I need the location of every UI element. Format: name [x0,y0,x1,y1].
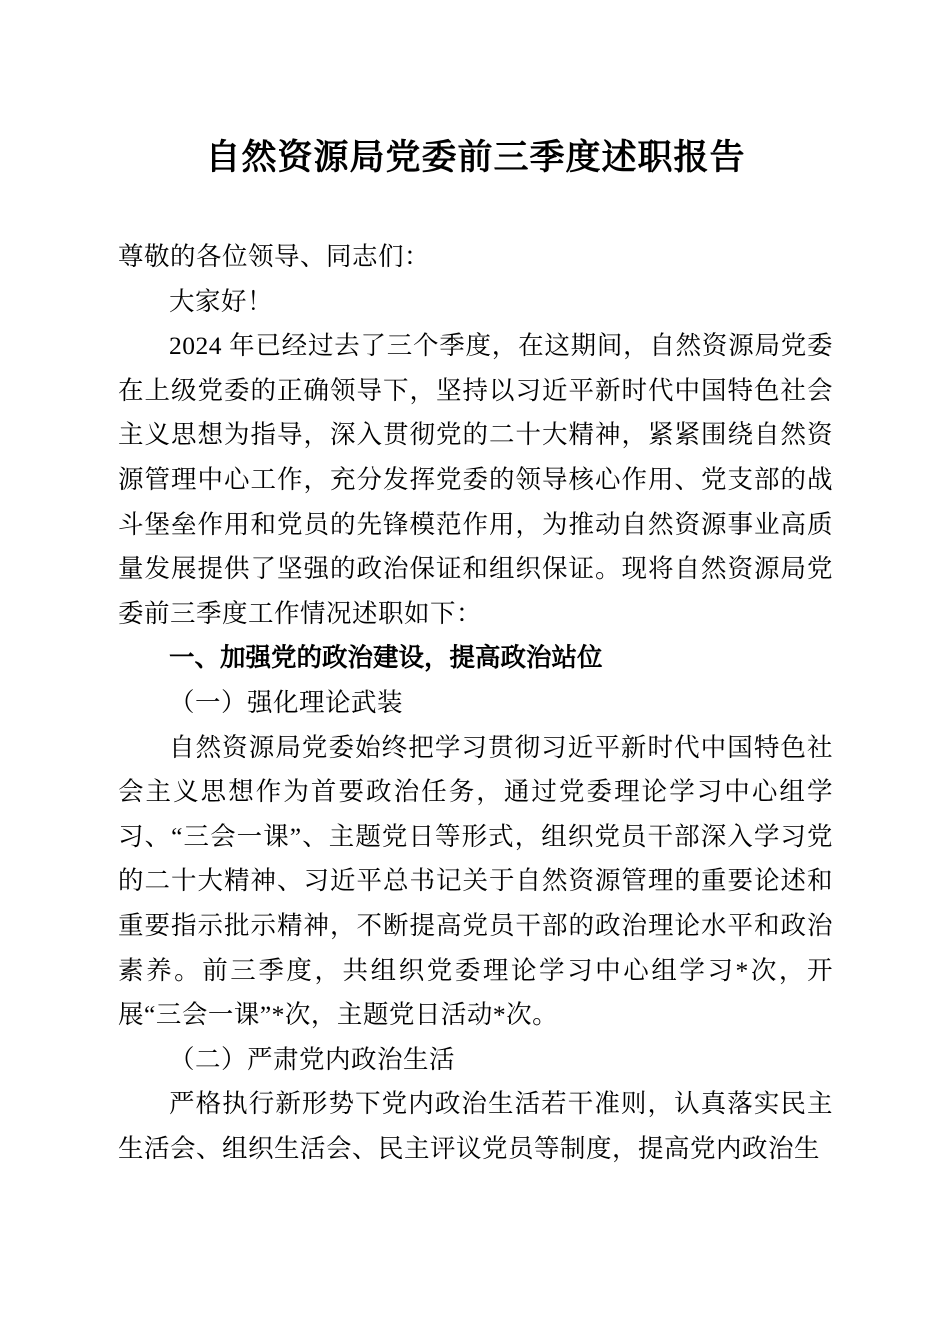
document-title: 自然资源局党委前三季度述职报告 [205,138,746,177]
sub-heading-1-2: （二）严肃党内政治生活 [169,1044,456,1074]
body-paragraph-political-life: 严格执行新形势下党内政治生活若干准则，认真落实民主生活会、组织生活会、民主评议党员等制度，提高党内政治生 [118,1089,833,1163]
greeting-line: 大家好！ [169,286,274,316]
body-paragraph-theory: 自然资源局党委始终把学习贯彻习近平新时代中国特色社会主义思想作为首要政治任务，通过党委理论学习中心组学习、“三会一课”、主题党日等形式，组织党员干部深入学习党的二十大精神、习近平总书记关于自然资源管理的重要论述和重要指示批示精神，不断提高党员干部的政治理论水平和政治素养。前三季度，共组织党委理论学习中心组学习*次，开展“三会一课”*次，主题党日活动*次。 [118,732,833,1030]
intro-paragraph: 2024 年已经过去了三个季度，在这期间，自然资源局党委在上级党委的正确领导下，坚持以习近平新时代中国特色社会主义思想为指导，深入贯彻党的二十大精神，紧紧围绕自然资源管理中心工作，充分发挥党委的领导核心作用、党支部的战斗堡垒作用和党员的先锋模范作用，为推动自然资源事业高质量发展提供了坚强的政治保证和组织保证。现将自然资源局党委前三季度工作情况述职如下： [118,331,833,628]
section-heading-1: 一、加强党的政治建设，提高政治站位 [169,644,603,673]
salutation-line: 尊敬的各位领导、同志们： [118,242,431,271]
sub-heading-1-1: （一）强化理论武装 [169,687,404,717]
